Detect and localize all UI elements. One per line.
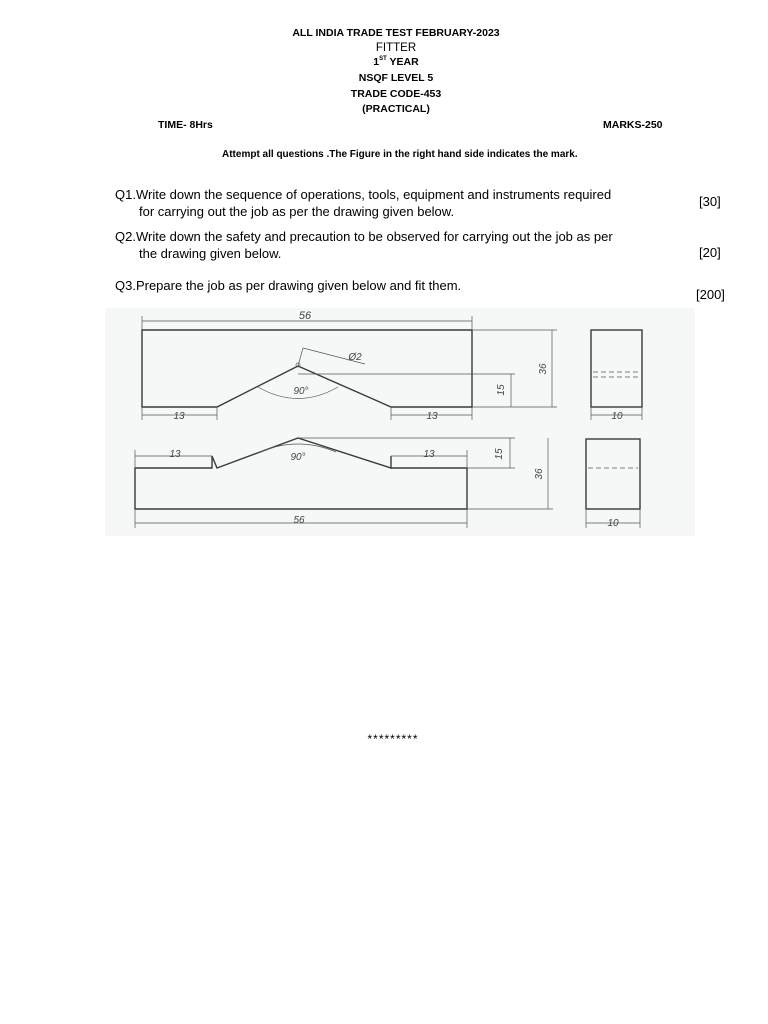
question-2-line2: the drawing given below. <box>139 246 282 261</box>
instructions: Attempt all questions .The Figure in the right hand side indicates the mark. <box>222 149 578 160</box>
question-1-mark: [30] <box>699 194 721 209</box>
top-right-flat-label: 13 <box>426 411 438 422</box>
exam-title: ALL INDIA TRADE TEST FEBRUARY-2023 <box>292 27 500 39</box>
bottom-width-label: 56 <box>293 515 305 526</box>
bottom-height-label: 36 <box>534 468 545 480</box>
bottom-left-flat-label: 13 <box>169 449 181 460</box>
trade-name: FITTER <box>375 42 417 54</box>
question-2-line1: Q2.Write down the safety and precaution to be observed for carrying out the job as per <box>115 229 613 244</box>
top-width-label: 56 <box>298 310 312 322</box>
marks-label: MARKS-250 <box>603 119 663 131</box>
year-number: 1 <box>373 56 380 68</box>
top-angle-label: 90° <box>293 386 309 397</box>
top-depth-label: 15 <box>496 384 507 396</box>
bottom-v-height-label: 15 <box>494 448 505 460</box>
engineering-drawing <box>105 308 695 536</box>
trade-code: TRADE CODE-453 <box>350 88 442 100</box>
year-superscript: ST <box>379 56 387 62</box>
year-word: YEAR <box>386 56 419 68</box>
question-2-mark: [20] <box>699 245 721 260</box>
question-3-line1: Q3.Prepare the job as per drawing given below and fit them. <box>115 278 462 293</box>
question-1-line2: for carrying out the job as per the drawing given below. <box>139 204 455 219</box>
question-1 <box>115 186 611 220</box>
time-label: TIME- 8Hrs <box>158 119 213 131</box>
top-thickness-label: 10 <box>611 411 623 422</box>
top-height-label: 36 <box>538 363 549 375</box>
bottom-angle-label: 90° <box>290 452 306 463</box>
question-3 <box>115 277 461 294</box>
question-1-line1: Q1.Write down the sequence of operations, tools, equipment and instruments required <box>115 187 612 202</box>
end-marker: ********* <box>367 732 419 746</box>
bottom-right-flat-label: 13 <box>423 449 435 460</box>
top-hole-label: Ø2 <box>348 352 362 363</box>
question-2 <box>115 228 613 262</box>
bottom-thickness-label: 10 <box>607 518 619 529</box>
nsqf-level: NSQF LEVEL 5 <box>358 72 434 84</box>
year-line <box>0 56 768 68</box>
question-3-mark: [200] <box>696 287 725 302</box>
top-left-flat-label: 13 <box>173 411 185 422</box>
exam-type: (PRACTICAL) <box>362 103 430 115</box>
